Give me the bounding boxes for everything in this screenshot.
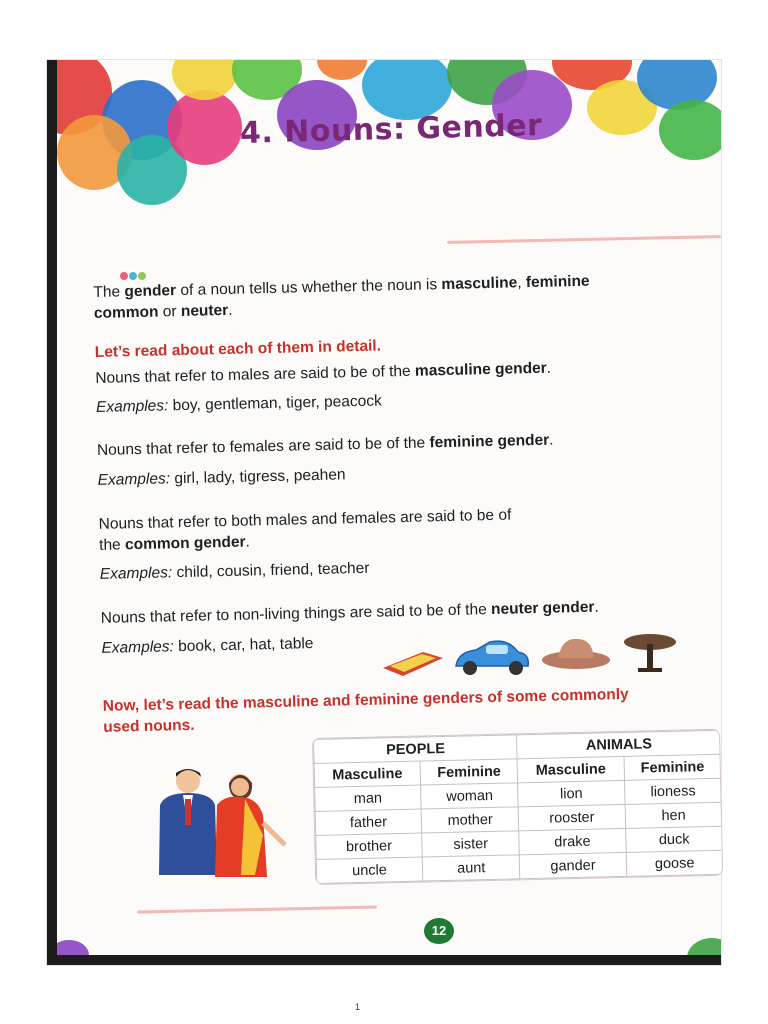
column-header: Masculine (314, 761, 421, 787)
couple-illustration (145, 765, 295, 883)
neuter-examples: Examples: book, car, hat, table (101, 635, 314, 657)
column-header: Feminine (624, 754, 722, 780)
table-cell: father (315, 809, 422, 835)
hat-icon (542, 639, 610, 669)
bottom-rule (137, 905, 377, 913)
intro-line-1: The gender of a noun tells us whether the noun is masculine, feminine (93, 272, 590, 301)
masculine-definition: Nouns that refer to males are said to be of the masculine gender. (95, 359, 552, 387)
table-cell: gander (520, 852, 627, 878)
common-examples: Examples: child, cousin, friend, teacher (99, 559, 370, 583)
scan-edge-bottom (47, 955, 721, 965)
footer-mark: 1 (355, 1002, 361, 1012)
column-header: Masculine (518, 756, 625, 782)
table-cell: duck (625, 826, 723, 852)
neuter-objects-illustration (378, 630, 678, 680)
neuter-definition: Nouns that refer to non-living things are said to be of the neuter gender. (100, 598, 599, 627)
title-rule (447, 235, 721, 244)
group-header-people: PEOPLE (314, 735, 518, 764)
gender-table (312, 729, 723, 885)
group-header-animals: ANIMALS (517, 730, 721, 759)
table-cell: aunt (422, 855, 520, 881)
table-cell: uncle (316, 857, 423, 883)
common-definition-line-2: the common gender. (98, 533, 251, 554)
table-cell: lion (518, 780, 625, 806)
masculine-examples: Examples: boy, gentleman, tiger, peacock (95, 392, 382, 416)
table-cell: man (315, 785, 422, 811)
table-cell: goose (626, 850, 724, 876)
table-cell: rooster (519, 804, 626, 830)
table-cell: mother (421, 807, 519, 833)
table-icon (624, 634, 676, 672)
car-icon (456, 641, 528, 675)
table-cell: sister (422, 831, 520, 857)
scan-edge-left (47, 60, 57, 965)
table-cell: drake (519, 828, 626, 854)
table-cell: woman (421, 783, 519, 809)
table-lead-line-2: used nouns. (103, 716, 195, 736)
common-definition-line-1: Nouns that refer to both males and females are said to be of (98, 506, 512, 533)
table-lead-line-1: Now, let’s read the masculine and feminine genders of some commonly (102, 685, 629, 715)
book-icon (383, 652, 443, 676)
page-title: 4. Nouns: Gender (239, 108, 543, 151)
feminine-definition: Nouns that refer to females are said to be of the feminine gender. (96, 431, 554, 459)
intro-line-2: common or neuter. (93, 301, 233, 322)
lead-heading: Let’s read about each of them in detail. (94, 337, 382, 361)
table-cell: brother (316, 833, 423, 859)
column-header: Feminine (420, 759, 518, 785)
table-cell: lioness (624, 778, 722, 804)
feminine-examples: Examples: girl, lady, tigress, peahen (97, 466, 346, 489)
page-number-badge: 12 (424, 918, 454, 944)
table-cell: hen (625, 802, 723, 828)
